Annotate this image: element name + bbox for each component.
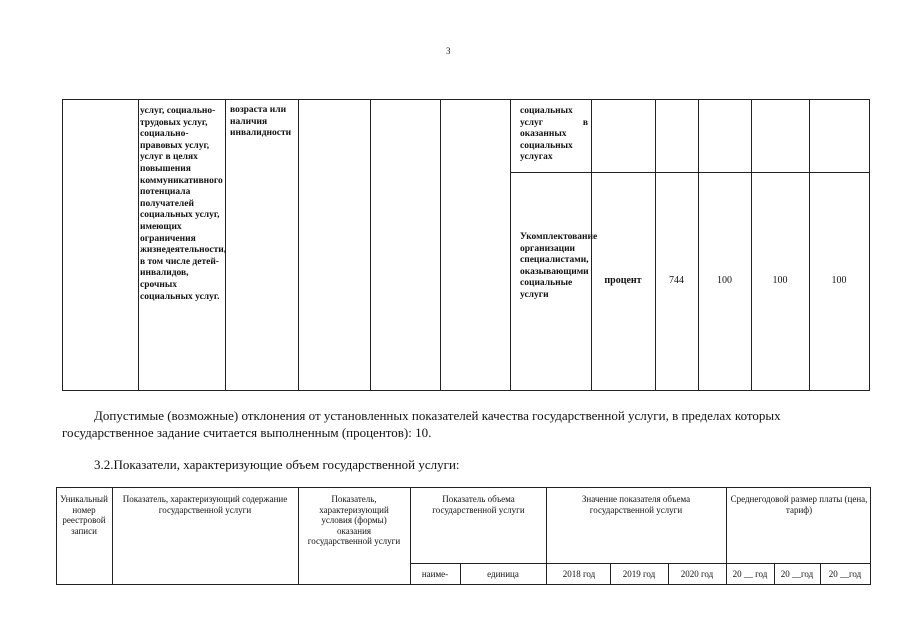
eligibility-text: возраста или наличия инвалидности	[230, 105, 292, 139]
year-2019: 2019 год	[622, 569, 656, 579]
table-border-bottom	[62, 390, 870, 391]
header-unique-number: Уникальный номер реестровой записи	[60, 494, 108, 536]
indicator-row1: социальных услуг в оказанных социальных услугах	[520, 106, 588, 163]
unit-name: процент	[604, 275, 642, 286]
value-year1: 100	[717, 275, 732, 286]
price-year-2: 20 __год	[780, 569, 814, 579]
section-heading-3-2: 3.2.Показатели, характеризующие объем государственной услуги:	[94, 457, 460, 472]
subheader-unit: единица	[487, 569, 519, 579]
page-number: 3	[446, 46, 451, 56]
value-year3: 100	[831, 275, 847, 286]
volume-indicators-table	[56, 487, 871, 585]
unit-code: 744	[669, 275, 684, 286]
service-description: услуг, социально-трудовых услуг, социально-правовых услуг, услуг в целях повышения коммуникативного потенциала получателей социальных услуг, имеющих ограничения жизнедеятельности, в том числе детей-инвалидов, срочных социальных услуг.	[140, 106, 227, 302]
quality-indicators-table	[62, 99, 870, 391]
table-border-top	[62, 99, 870, 100]
subheader-name: наиме-	[421, 569, 449, 579]
year-2018: 2018 год	[562, 569, 596, 579]
row-divider	[510, 172, 870, 173]
header-content: Показатель, характеризующий содержание государственной услуги	[122, 494, 288, 515]
header-price: Среднегодовой размер платы (цена, тариф)	[730, 494, 868, 515]
price-year-1: 20 __ год	[732, 569, 768, 579]
value-year2: 100	[772, 275, 788, 286]
price-year-3: 20 __год	[828, 569, 862, 579]
header-conditions: Показатель, характеризующий условия (формы) оказания государственной услуги	[307, 494, 401, 546]
deviation-paragraph: Допустимые (возможные) отклонения от установленных показателей качества государственной услуги, в пределах которых государственное задание считается выполненным (процентов): 10.	[62, 408, 781, 440]
year-2020: 2020 год	[680, 569, 714, 579]
indicator-row2: Укомплектование организации специалистами, оказывающими социальные услуги	[520, 232, 598, 300]
header-volume: Показатель объема государственной услуги	[432, 494, 525, 515]
header-value: Значение показателя объема государственной услуги	[581, 494, 691, 515]
